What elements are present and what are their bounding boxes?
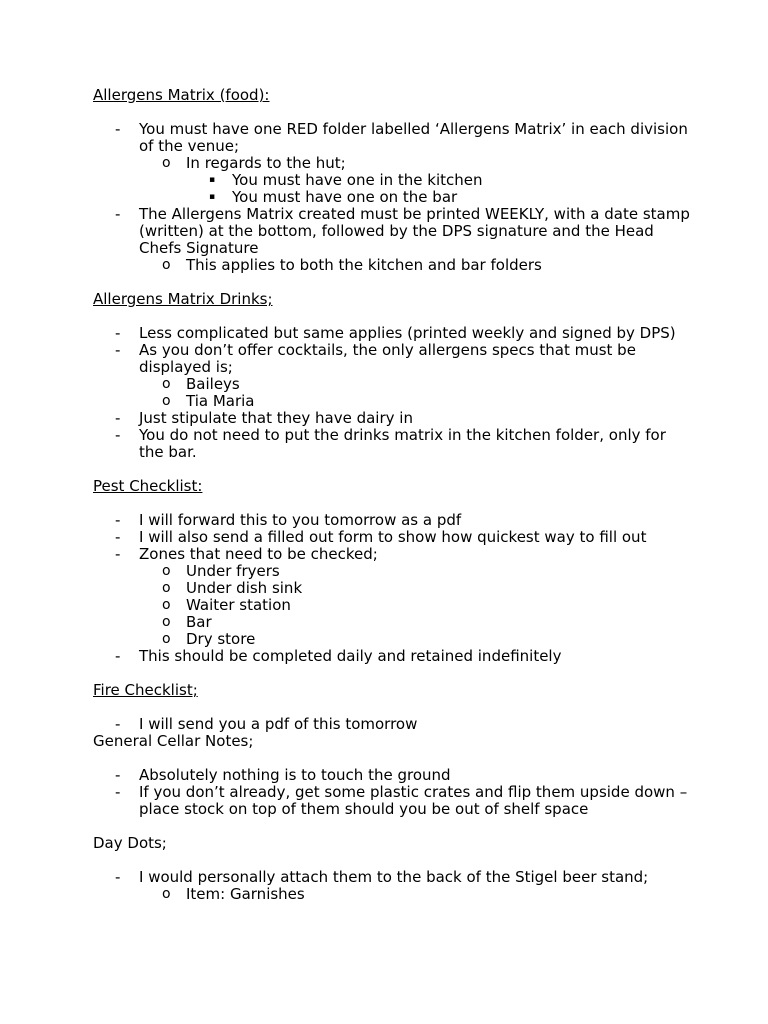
list-item-text: I will also send a filled out form to show how quickest way to fill out [139, 528, 647, 546]
list-item-text: Baileys [186, 375, 240, 393]
list-item [93, 172, 693, 189]
list-item [93, 427, 693, 461]
section-heading-pest-checklist: Pest Checklist: [93, 477, 203, 495]
list-item-text: This applies to both the kitchen and bar folders [186, 256, 542, 274]
list-item [93, 784, 693, 818]
list-item-text: Dry store [186, 630, 256, 648]
section-heading-fire-checklist: Fire Checklist; [93, 681, 198, 699]
circle-marker: o [162, 614, 171, 630]
list-item-text: Under fryers [186, 562, 280, 580]
dash-marker: - [115, 120, 121, 138]
circle-marker: o [162, 886, 171, 902]
circle-marker: o [162, 580, 171, 596]
list-item-text: You must have one RED folder labelled ‘Allergens Matrix’ in each division of the venue; [139, 120, 688, 155]
list-item [93, 155, 693, 172]
dash-marker: - [115, 545, 121, 563]
document-page [93, 87, 693, 903]
circle-marker: o [162, 597, 171, 613]
list-item-text: If you don’t already, get some plastic crates and flip them upside down – place stock on top of them should you be out of shelf space [139, 783, 688, 818]
list-item [93, 257, 693, 274]
list-item-text: Just stipulate that they have dairy in [139, 409, 413, 427]
section-heading-cellar-notes: General Cellar Notes; [93, 732, 254, 750]
list-item [93, 767, 693, 784]
circle-marker: o [162, 393, 171, 409]
list-item-text: Tia Maria [186, 392, 255, 410]
dash-marker: - [115, 868, 121, 886]
dash-marker: - [115, 341, 121, 359]
list-item [93, 546, 693, 563]
circle-marker: o [162, 257, 171, 273]
list-item [93, 869, 693, 886]
square-marker: ▪ [209, 192, 216, 202]
list-item [93, 342, 693, 376]
list-item [93, 206, 693, 257]
list-item [93, 121, 693, 155]
dash-marker: - [115, 324, 121, 342]
list-item-text: Waiter station [186, 596, 291, 614]
list-item [93, 410, 693, 427]
list-item [93, 512, 693, 529]
list-item-text: The Allergens Matrix created must be printed WEEKLY, with a date stamp (written) at the bottom, followed by the DPS signature and the Head Chefs Signature [139, 205, 690, 257]
dash-marker: - [115, 511, 121, 529]
dash-marker: - [115, 528, 121, 546]
list-item-text: I will forward this to you tomorrow as a pdf [139, 511, 462, 529]
list-item-text: Absolutely nothing is to touch the ground [139, 766, 451, 784]
list-item-text: I would personally attach them to the back of the Stigel beer stand; [139, 868, 649, 886]
list-item-text: Zones that need to be checked; [139, 545, 378, 563]
list-item [93, 648, 693, 665]
list-item-text: This should be completed daily and retained indefinitely [139, 647, 562, 665]
circle-marker: o [162, 155, 171, 171]
list-item-text: In regards to the hut; [186, 154, 346, 172]
list-item [93, 529, 693, 546]
dash-marker: - [115, 205, 121, 223]
circle-marker: o [162, 376, 171, 392]
dash-marker: - [115, 783, 121, 801]
list-item [93, 580, 693, 597]
list-item [93, 325, 693, 342]
dash-marker: - [115, 426, 121, 444]
dash-marker: - [115, 409, 121, 427]
circle-marker: o [162, 631, 171, 647]
list-item-text: You do not need to put the drinks matrix in the kitchen folder, only for the bar. [139, 426, 666, 461]
dash-marker: - [115, 715, 121, 733]
list-item [93, 563, 693, 580]
list-item [93, 716, 693, 733]
section-heading-allergens-food: Allergens Matrix (food): [93, 86, 270, 104]
list-item [93, 376, 693, 393]
list-item [93, 614, 693, 631]
list-item [93, 597, 693, 614]
dash-marker: - [115, 766, 121, 784]
list-item-text: Less complicated but same applies (printed weekly and signed by DPS) [139, 324, 676, 342]
list-item-text: Under dish sink [186, 579, 303, 597]
section-heading-allergens-drinks: Allergens Matrix Drinks; [93, 290, 273, 308]
circle-marker: o [162, 563, 171, 579]
list-item-text: I will send you a pdf of this tomorrow [139, 715, 418, 733]
list-item-text: You must have one on the bar [232, 188, 458, 206]
square-marker: ▪ [209, 175, 216, 185]
list-item-text: As you don’t offer cocktails, the only allergens specs that must be displayed is; [139, 341, 636, 376]
list-item [93, 189, 693, 206]
list-item-text: Bar [186, 613, 212, 631]
list-item [93, 631, 693, 648]
list-item-text: Item: Garnishes [186, 885, 305, 903]
list-item-text: You must have one in the kitchen [232, 171, 483, 189]
dash-marker: - [115, 647, 121, 665]
section-heading-day-dots: Day Dots; [93, 834, 167, 852]
list-item [93, 886, 693, 903]
list-item [93, 393, 693, 410]
